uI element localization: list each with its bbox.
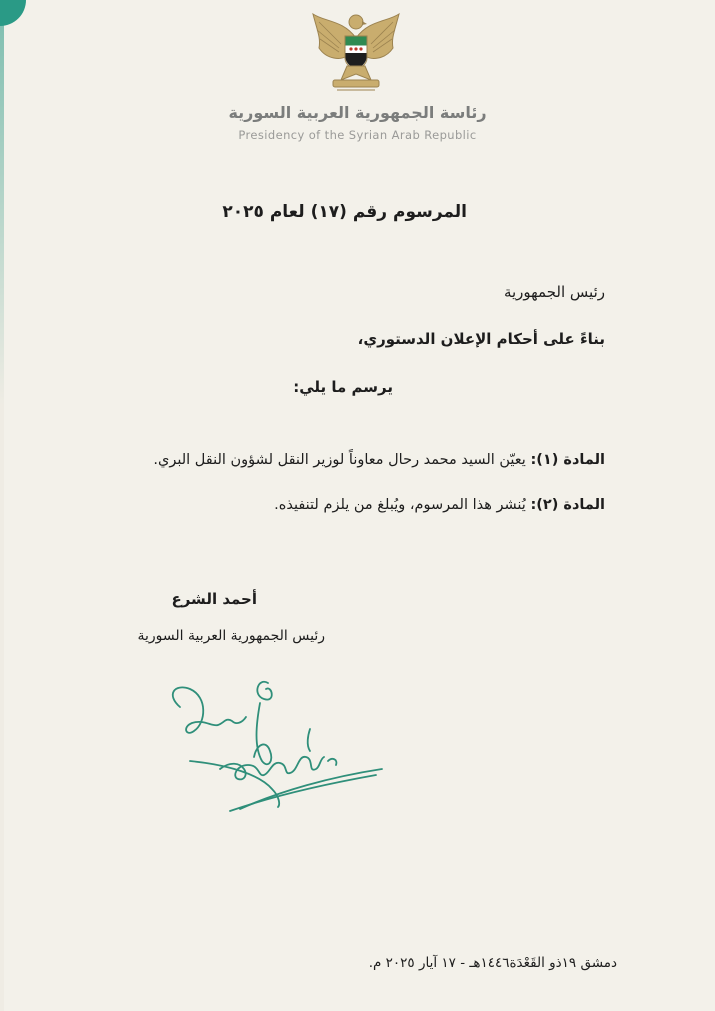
decree-title: المرسوم رقم (١٧) لعام ٢٠٢٥ bbox=[222, 202, 467, 222]
date-line: دمشق ١٩ذو القَعْدَة١٤٤٦هـ - ١٧ آيار ٢٠٢٥ م. bbox=[368, 955, 617, 971]
article-1 bbox=[153, 452, 605, 468]
issuer-line: رئيس الجمهورية bbox=[503, 283, 605, 301]
syrian-eagle-emblem-icon bbox=[307, 8, 405, 94]
article-2-label: المادة (٢): bbox=[530, 497, 605, 513]
article-2-text: يُنشر هذا المرسوم، ويُبلغ من يلزم لتنفيذه. bbox=[274, 497, 526, 513]
page-edge-accent bbox=[0, 0, 4, 1011]
article-2 bbox=[274, 497, 605, 513]
handwritten-signature bbox=[160, 665, 390, 815]
decrees-line: يرسم ما يلي: bbox=[293, 378, 393, 396]
header-title-english: Presidency of the Syrian Arab Republic bbox=[238, 128, 477, 142]
header-title-arabic: رئاسة الجمهورية العربية السورية bbox=[228, 103, 487, 122]
corner-accent bbox=[0, 0, 26, 26]
signatory-name: أحمد الشرع bbox=[171, 590, 257, 608]
basis-line: بناءً على أحكام الإعلان الدستوري، bbox=[357, 330, 605, 348]
signatory-title: رئيس الجمهورية العربية السورية bbox=[137, 628, 325, 644]
article-1-text: يعيّن السيد محمد رحال معاوناً لوزير النقل لشؤون النقل البري. bbox=[153, 452, 526, 468]
article-1-label: المادة (١): bbox=[530, 452, 605, 468]
